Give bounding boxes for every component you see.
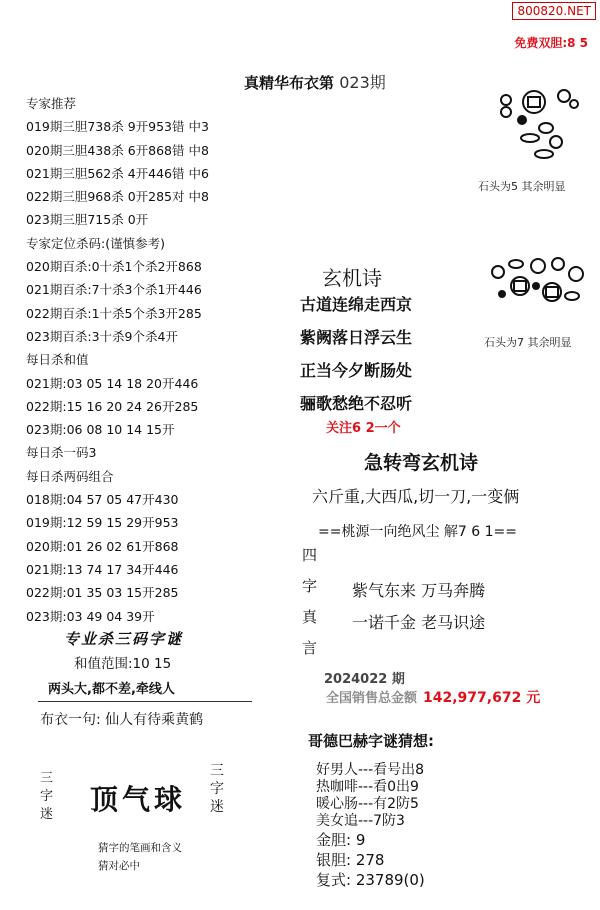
brainteaser-line: 六斤重,大西瓜,切一刀,一变俩 <box>312 487 520 506</box>
sales-amount: 142,977,672 元 <box>423 690 541 706</box>
riddle-title: 专业杀三码字谜 <box>64 630 184 648</box>
char: 字 <box>40 789 54 804</box>
three-word-right <box>210 762 224 816</box>
sales-total <box>326 687 540 707</box>
goldbach-line: 银胆: 278 <box>316 851 385 869</box>
char: 字 <box>210 781 224 797</box>
site-badge[interactable]: 800820.NET <box>512 2 596 20</box>
three-word-left <box>40 770 53 824</box>
two-code-line: 018期:04 57 05 47开430 <box>26 492 179 508</box>
title-issue: 023期 <box>339 73 386 92</box>
two-code-line: 023期:03 49 04 39开 <box>26 608 155 624</box>
four-words-row: 紫气东来 万马奔腾 <box>352 581 486 600</box>
position-line: 020期百杀:0十杀1个杀2开868 <box>26 259 202 275</box>
expert-line: 019期三胆738杀 9开953错 中3 <box>26 119 209 135</box>
sum-range: 和值范围:10 15 <box>74 656 172 672</box>
title-main: 真精华布衣第 <box>244 74 335 92</box>
goldbach-lines <box>316 762 425 890</box>
expert-line: 022期三胆968杀 0开285对 中8 <box>26 189 209 205</box>
follow-hint: 关注6 2一个 <box>326 421 401 436</box>
goldbach-title: 哥德巴赫字谜猜想: <box>308 732 434 750</box>
position-line: 022期百杀:1十杀5个杀3开285 <box>26 305 202 321</box>
page-title <box>244 70 386 93</box>
stone-caption-1: 石头为5 其余明显 <box>478 180 566 193</box>
two-code-heading: 每日杀两码组合 <box>26 468 114 484</box>
char: 三 <box>210 763 224 779</box>
goldbach-line: 复式: 23789(0) <box>316 871 425 889</box>
goldbach-line: 美女追---7防3 <box>316 813 405 829</box>
goldbach-line: 好男人---看号出8 <box>316 762 425 778</box>
free-pick: 免费双胆:8 5 <box>514 36 588 50</box>
sales-label: 全国销售总金额 <box>326 691 418 706</box>
poem-line: 正当今夕断肠处 <box>300 361 413 380</box>
char: 三 <box>40 771 54 786</box>
two-code-line: 022期:01 35 03 15开285 <box>26 585 179 601</box>
riddle-note: 猜对必中 <box>98 860 140 872</box>
brainteaser-hint: ==桃源一向绝风尘 解7 6 1== <box>318 524 517 540</box>
stone-picture-2 <box>486 252 592 326</box>
daily-one-code: 每日杀一码3 <box>26 445 97 461</box>
one-line-hint: 布衣一句: 仙人有待乘黄鹤 <box>40 712 204 728</box>
expert-line: 021期三胆562杀 4开446错 中6 <box>26 165 209 181</box>
four-words-row: 一诺千金 老马识途 <box>352 613 486 632</box>
expert-heading: 专家推荐 <box>26 96 77 111</box>
goldbach-line: 金胆: 9 <box>316 831 366 849</box>
daily-kill-line: 023期:06 08 10 14 15开 <box>26 422 175 438</box>
stone-picture-1 <box>490 86 590 168</box>
char: 真 <box>302 608 318 626</box>
char: 字 <box>302 577 318 595</box>
goldbach-line: 暖心肠---有2防5 <box>316 796 419 812</box>
char: 迷 <box>40 807 54 822</box>
issue-number: 2024022 期 <box>324 672 405 687</box>
position-heading: 专家定位杀码:(谨慎参考) <box>26 235 165 251</box>
brainteaser-title: 急转弯玄机诗 <box>364 452 479 474</box>
center-riddle-word: 顶气球 <box>90 783 187 816</box>
daily-kill-line: 021期:03 05 14 18 20开446 <box>26 375 199 391</box>
poem-line: 紫阙落日浮云生 <box>300 328 413 347</box>
daily-kill-line: 022期:15 16 20 24 26开285 <box>26 398 199 414</box>
expert-line: 020期三胆438杀 6开868错 中8 <box>26 142 209 158</box>
expert-line: 023期三胆715杀 0开 <box>26 212 149 228</box>
position-line: 023期百杀:3十杀9个杀4开 <box>26 328 178 344</box>
poem-title: 玄机诗 <box>322 266 382 290</box>
two-code-line: 020期:01 26 02 61开868 <box>26 538 179 554</box>
poem-line: 古道连绵走西京 <box>300 295 413 314</box>
goldbach-line: 热咖啡---看0出9 <box>316 779 419 795</box>
char: 迷 <box>210 799 224 815</box>
riddle-phrase: 两头大,都不差,牵线人 <box>38 676 252 702</box>
poem-line: 骊歌愁绝不忍听 <box>300 394 413 413</box>
expert-section <box>26 92 209 628</box>
riddle-note: 猜字的笔画和含义 <box>98 842 182 854</box>
char: 言 <box>302 639 318 657</box>
two-code-line: 019期:12 59 15 29开953 <box>26 515 179 531</box>
four-words-vertical <box>302 540 317 664</box>
char: 四 <box>302 546 318 564</box>
stone-caption-2: 石头为7 其余明显 <box>484 336 572 349</box>
daily-kill-heading: 每日杀和值 <box>26 352 89 368</box>
poem-lines <box>300 288 412 420</box>
two-code-line: 021期:13 74 17 34开446 <box>26 561 179 577</box>
position-line: 021期百杀:7十杀3个杀1开446 <box>26 282 202 298</box>
